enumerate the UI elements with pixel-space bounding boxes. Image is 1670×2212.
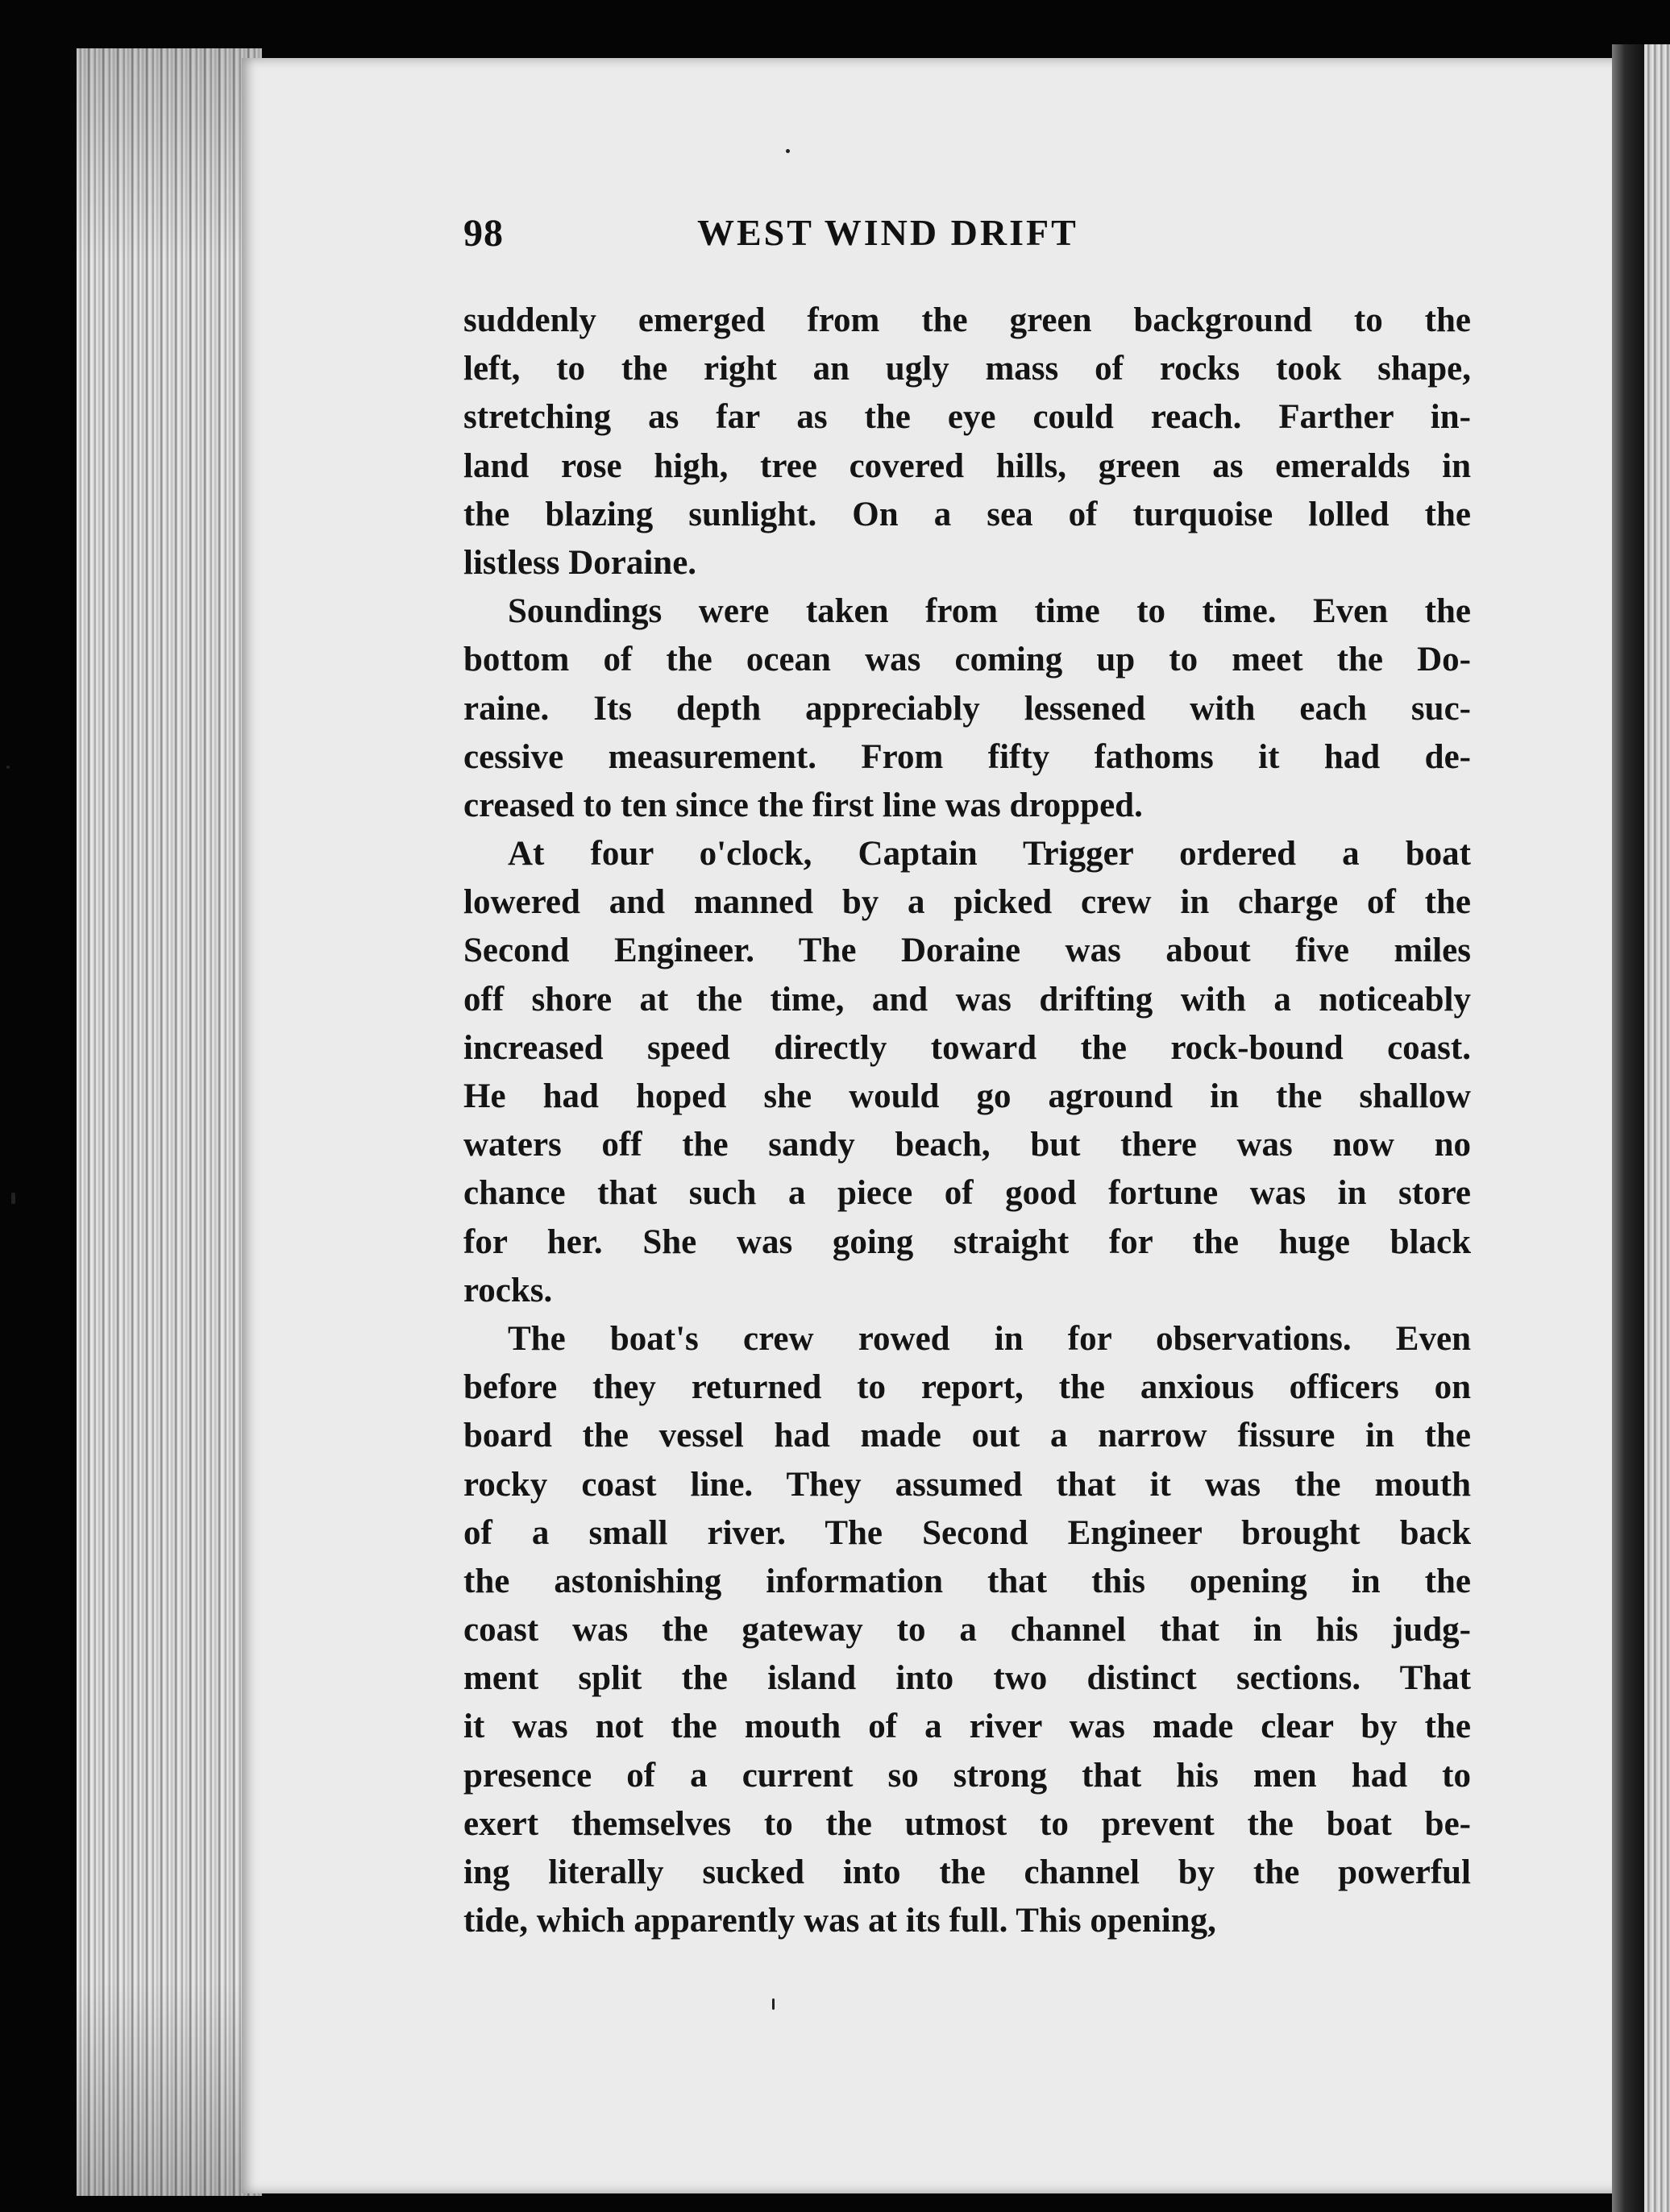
scan-speck — [786, 149, 790, 153]
text-line: rocky coast line. They assumed that it was the mouth — [463, 1465, 1471, 1504]
scan-speck — [772, 1998, 775, 2010]
text-line: land rose high, tree covered hills, green as emeralds in — [463, 446, 1471, 485]
text-line: Soundings were taken from time to time. Even the — [508, 592, 1471, 631]
text-line: presence of a current so strong that his men had to — [463, 1756, 1471, 1795]
binding-shadow — [1612, 44, 1644, 2212]
text-line: off shore at the time, and was drifting with a noticeably — [463, 980, 1471, 1019]
scan-speck — [11, 1193, 15, 1204]
text-line: the blazing sunlight. On a sea of turquoise lolled the — [463, 495, 1471, 533]
paragraph — [463, 1315, 1471, 1945]
paragraph — [463, 830, 1471, 1315]
text-line: coast was the gateway to a channel that in his judg- — [463, 1611, 1471, 1650]
text-line: waters off the sandy beach, but there was now no — [463, 1126, 1471, 1164]
text-line: increased speed directly toward the rock-bound coast. — [463, 1028, 1471, 1067]
text-line: creased to ten since the first line was dropped. — [463, 786, 1143, 824]
text-line: of a small river. The Second Engineer brought back — [463, 1513, 1471, 1552]
text-line: cessive measurement. From fifty fathoms it had de- — [463, 737, 1471, 776]
facing-page-edge — [1644, 44, 1670, 2212]
page-header — [463, 211, 1471, 276]
text-line: The boat's crew rowed in for observations. Even — [508, 1319, 1471, 1358]
text-line: suddenly emerged from the green background to the — [463, 301, 1471, 339]
text-line: rocks. — [463, 1271, 553, 1309]
text-line: Second Engineer. The Doraine was about five miles — [463, 932, 1471, 970]
text-line: raine. Its depth appreciably lessened with each suc- — [463, 689, 1471, 728]
page-number: 98 — [463, 212, 504, 255]
text-line: tide, which apparently was at its full. This opening, — [463, 1902, 1216, 1940]
text-line: it was not the mouth of a river was made clear by the — [463, 1708, 1471, 1746]
text-line: listless Doraine. — [463, 543, 697, 582]
text-line: At four o'clock, Captain Trigger ordered a boat — [508, 835, 1471, 874]
text-line: ing literally sucked into the channel by the powerful — [463, 1853, 1471, 1891]
paragraph — [463, 297, 1471, 587]
text-line: He had hoped she would go aground in the shallow — [463, 1077, 1471, 1115]
text-line: for her. She was going straight for the huge black — [463, 1222, 1471, 1261]
scan-speck — [6, 766, 10, 769]
body-text — [463, 297, 1471, 1945]
text-line: left, to the right an ugly mass of rocks took shape, — [463, 350, 1471, 388]
text-line: before they returned to report, the anxious officers on — [463, 1368, 1471, 1407]
page-edges — [77, 48, 262, 2196]
text-line: bottom of the ocean was coming up to meet the Do- — [463, 641, 1471, 679]
text-line: stretching as far as the eye could reach. Farther in- — [463, 398, 1471, 437]
text-line: chance that such a piece of good fortune was in store — [463, 1174, 1471, 1213]
text-line: board the vessel had made out a narrow fissure in the — [463, 1417, 1471, 1455]
text-line: exert themselves to the utmost to prevent the boat be- — [463, 1804, 1471, 1843]
text-line: the astonishing information that this opening in the — [463, 1562, 1471, 1600]
text-line: ment split the island into two distinct sections. That — [463, 1659, 1471, 1698]
paragraph — [463, 587, 1471, 830]
running-head: WEST WIND DRIFT — [697, 212, 1078, 253]
text-line: lowered and manned by a picked crew in charge of the — [463, 883, 1471, 922]
